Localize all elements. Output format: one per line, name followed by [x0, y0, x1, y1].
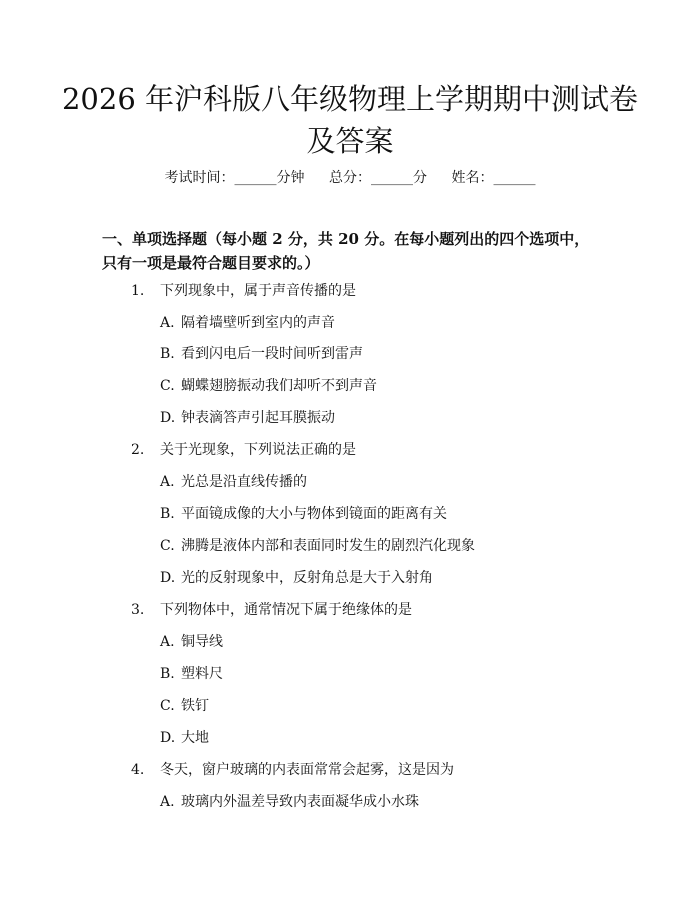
- option-letter: A.: [160, 315, 175, 331]
- option-letter: C.: [160, 698, 175, 714]
- option-text: 钟表滴答声引起耳膜振动: [181, 410, 335, 426]
- option-letter: A.: [160, 634, 175, 650]
- option-text: 塑料尺: [181, 666, 223, 682]
- question-text: 下列物体中，通常情况下属于绝缘体的是: [160, 602, 412, 618]
- option-text: 沸腾是液体内部和表面同时发生的剧烈汽化现象: [181, 538, 475, 554]
- option-text: 铜导线: [181, 634, 223, 650]
- student-name-field: 姓名：______: [451, 170, 536, 186]
- question-text: 冬天，窗户玻璃的内表面常常会起雾，这是因为: [160, 762, 454, 778]
- exam-time-field: 考试时间：______分钟: [164, 170, 305, 186]
- option-text: 隔着墙壁听到室内的声音: [181, 315, 335, 331]
- option-text: 蝴蝶翅膀振动我们却听不到声音: [181, 378, 377, 394]
- total-score-field: 总分：______分: [329, 170, 427, 186]
- question-text: 下列现象中，属于声音传播的是: [160, 283, 356, 299]
- question-number: 1.: [131, 283, 145, 299]
- question-text: 关于光现象，下列说法正确的是: [160, 442, 356, 458]
- option-letter: D.: [160, 410, 176, 426]
- option-text: 平面镜成像的大小与物体到镜面的距离有关: [181, 506, 447, 522]
- option-letter: A.: [160, 794, 175, 810]
- option-letter: C.: [160, 538, 175, 554]
- option-letter: B.: [160, 666, 175, 682]
- option-text: 大地: [181, 730, 209, 746]
- exam-info-line: [0, 168, 700, 188]
- option-letter: B.: [160, 506, 175, 522]
- option-text: 玻璃内外温差导致内表面凝华成小水珠: [181, 794, 419, 810]
- option-letter: A.: [160, 474, 175, 490]
- section-heading: 一、单项选择题（每小题 2 分，共 20 分。在每小题列出的四个选项中，只有一项是最符合题目要求的。）: [102, 230, 590, 272]
- option-text: 光的反射现象中，反射角总是大于入射角: [181, 570, 433, 586]
- option-text: 铁钉: [181, 698, 209, 714]
- option-letter: D.: [160, 730, 176, 746]
- question-number: 2.: [131, 442, 145, 458]
- option-letter: D.: [160, 570, 176, 586]
- question-number: 3.: [131, 602, 145, 618]
- option-letter: B.: [160, 346, 175, 362]
- option-text: 光总是沿直线传播的: [181, 474, 307, 490]
- document-title: 2026 年沪科版八年级物理上学期期中测试卷及答案: [61, 82, 639, 158]
- option-text: 看到闪电后一段时间听到雷声: [181, 346, 363, 362]
- option-letter: C.: [160, 378, 175, 394]
- question-number: 4.: [131, 762, 145, 778]
